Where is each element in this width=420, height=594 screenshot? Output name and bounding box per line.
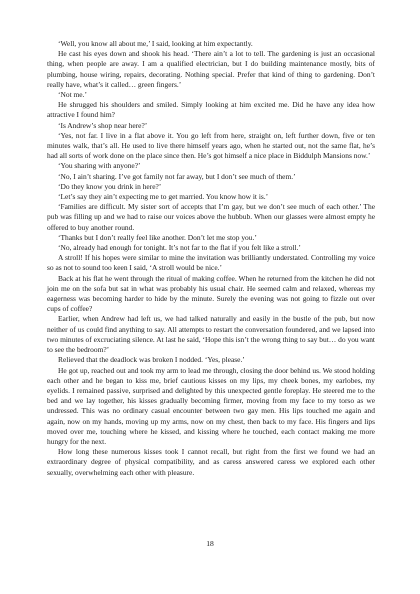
paragraph: He got up, reached out and took my arm to lead me through, closing the door behind us. We stood holding each other and he began to kiss me, brief cautious kisses on my lips, my cheek bones, my earlobes, my eyelids. I remained passive, surprised and delighted by this unexpected gentle foreplay. He steered me to the bed and we lay together, his kisses gradually becoming firmer, moving from my face to my torso as we undressed. This was no ordinary casual encounter between two gay men. His lips touched me again and again, now on my hands, moving up my arms, now on my chest, then back to my face. His fingers and lips moved over me, touching where he kissed, and kissing where he touched, each contact making me more hungry for the next.	[47, 365, 375, 446]
paragraph: ‘No, already had enough for tonight. It’s not far to the flat if you felt like a stroll.’	[58, 243, 301, 253]
paragraph: Back at his flat he went through the ritual of making coffee. When he returned from the kitchen he did not join me on the sofa but sat in what was probably his usual chair. He seemed calm and relaxed, whereas my eagerness was becoming harder to hide by the minute. Surely the evening was not going to fizzle out over cups of coffee?	[47, 273, 375, 314]
paragraph: ‘Do they know you drink in here?’	[58, 181, 162, 191]
page-number: 18	[206, 539, 214, 548]
paragraph: Relieved that the deadlock was broken I nodded. ‘Yes, please.’	[58, 355, 245, 365]
paragraph: How long these numerous kisses took I cannot recall, but right from the first we found we had an extraordinary degree of physical compatibility, and as caress answered caress we explored each other sexually, overwhelming each other with pleasure.	[47, 447, 375, 477]
paragraph: ‘Well, you know all about me,’ I said, looking at him expectantly.	[58, 39, 253, 48]
paragraph: ‘Is Andrew’s shop near here?’	[58, 120, 148, 130]
body-text	[47, 39, 375, 478]
paragraph: ‘You sharing with anyone?’	[58, 161, 141, 171]
paragraph: ‘Yes, not far. I live in a flat above it. You go left from here, straight on, left further down, five or ten minutes walk, that’s all. He used to live there himself years ago, when he started out, not the same flat, he’s had all sorts of work done on the place since then. He’s got himself a nice place in Biddulph Mansions now.’	[47, 130, 375, 161]
paragraph: ‘Thanks but I don’t really feel like another. Don’t let me stop you.’	[58, 232, 257, 242]
paragraph: ‘Not me.’	[58, 90, 87, 100]
paragraph: He cast his eyes down and shook his head. ‘There ain’t a lot to tell. The gardening is just an occasional thing, when people are away. I am a qualified electrician, but I do building maintenance mostly, bits of plumbing, house wiring, repairs, decorating. Nothing special. Prefer that kind of thing to gardening. Don’t really have, what’s it called… green fingers.’	[47, 49, 375, 89]
paragraph: Earlier, when Andrew had left us, we had talked naturally and easily in the bustle of the pub, but now neither of us could find anything to say. All attempts to restart the conversation foundered, and we lapsed into two minutes of excruciating silence. At last he said, ‘Hope this isn’t the wrong thing to say but… do you want to see the bedroom?’	[47, 314, 375, 355]
paragraph: A stroll! If his hopes were similar to mine the invitation was brilliantly understated. Controlling my voice so as not to sound too keen I said, ‘A stroll would be nice.’	[47, 253, 375, 273]
paragraph: ‘Let’s say they ain’t expecting me to get married. You know how it is.’	[58, 192, 269, 202]
paragraph: ‘Families are difficult. My sister sort of accepts that I’m gay, but we don’t see much of each other.’ The pub was filling up and we had to raise our voices above the hubbub. When our glasses were almost empty he offered to buy another round.	[47, 202, 375, 232]
paragraph: ‘No, I ain’t sharing. I’ve got family not far away, but I don’t see much of them.’	[58, 171, 296, 181]
paragraph: He shrugged his shoulders and smiled. Simply looking at him excited me. Did he have any idea how attractive I found him?	[47, 100, 375, 120]
